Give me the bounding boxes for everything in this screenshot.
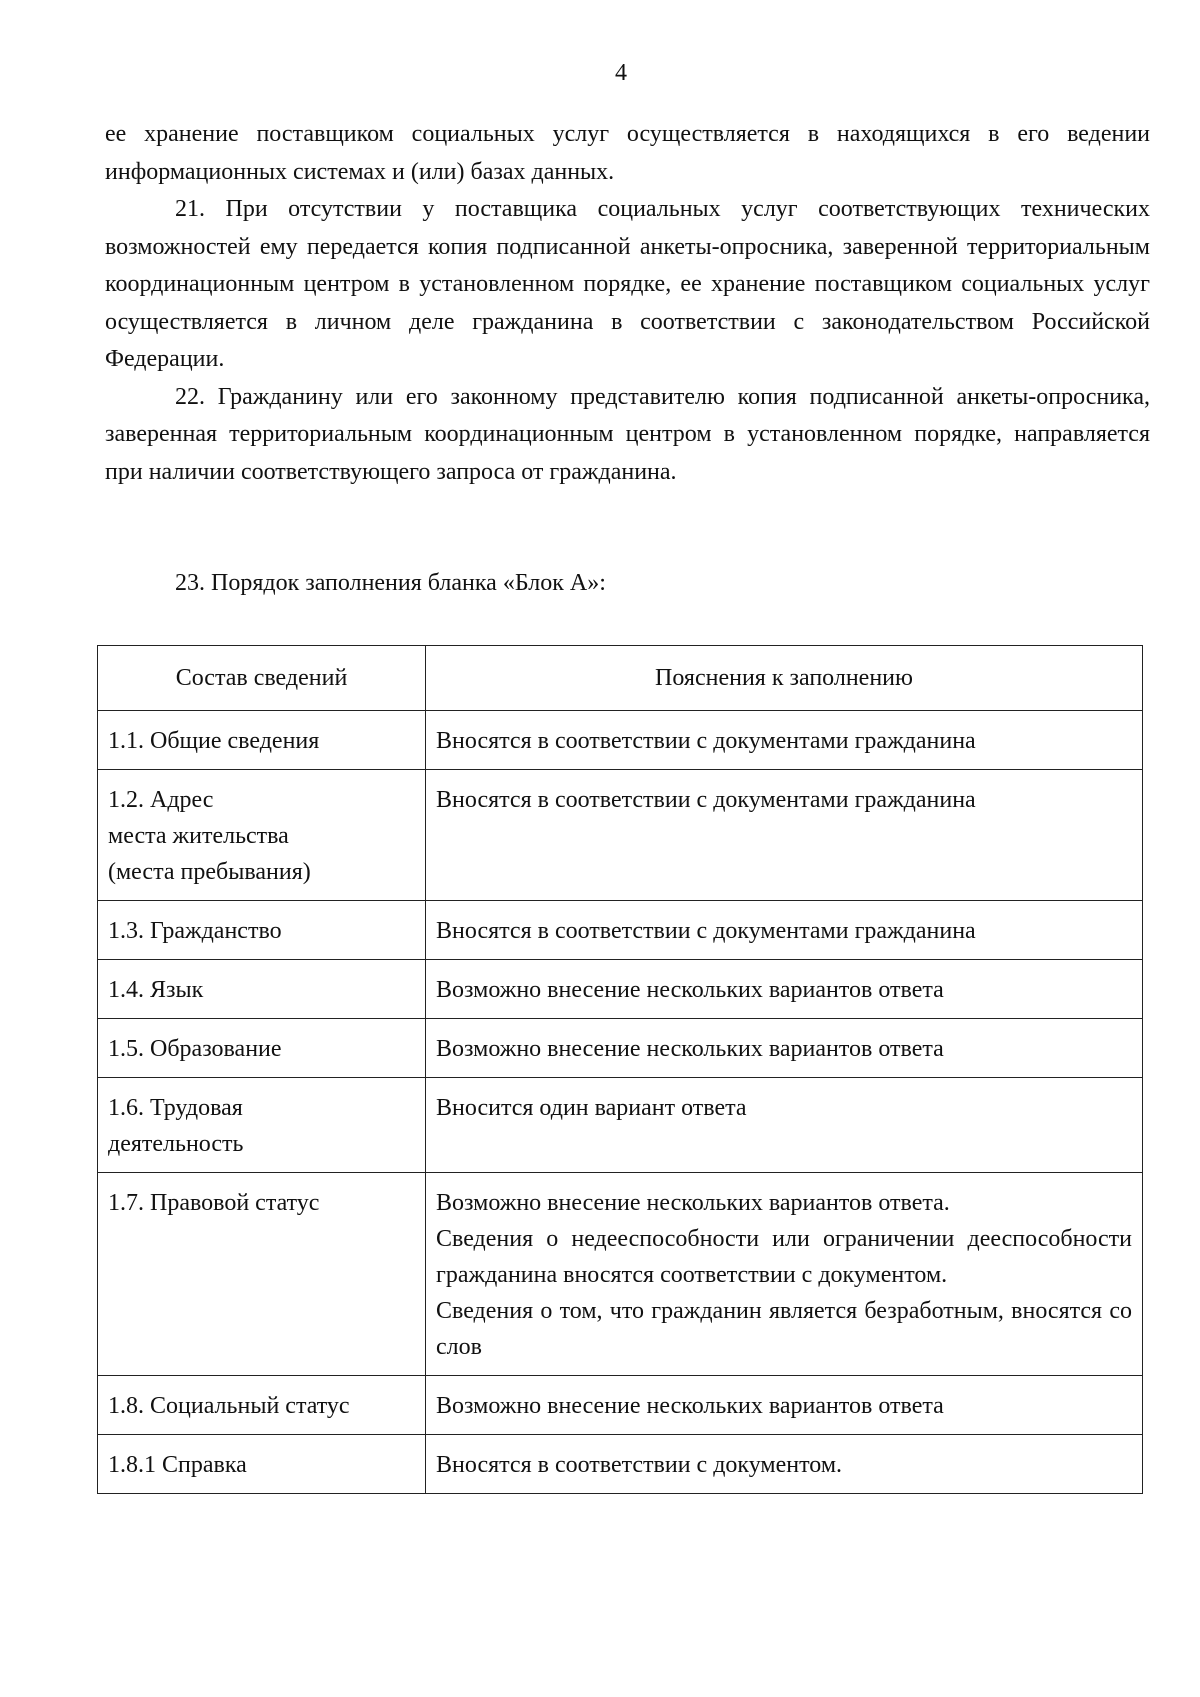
- page-number: 4: [615, 60, 627, 86]
- table-row: [98, 1019, 1143, 1078]
- body-text: [105, 116, 1150, 491]
- row-note: Возможно внесение нескольких вариантов ответа: [426, 960, 1143, 1019]
- row-item-line: деятельность: [108, 1131, 244, 1157]
- table-header-row: [98, 646, 1143, 711]
- paragraph-20-continuation: ее хранение поставщиком социальных услуг осуществляется в находящихся в его ведении информационных системах и (или) базах данных.: [105, 121, 1150, 185]
- table-row: [98, 1078, 1143, 1173]
- row-item: [98, 1078, 426, 1173]
- row-note-line: Сведения о том, что гражданин является безработным, вносятся со слов: [436, 1298, 1132, 1360]
- table-row: [98, 960, 1143, 1019]
- row-note: Возможно внесение нескольких вариантов ответа: [426, 1019, 1143, 1078]
- table-row: [98, 1376, 1143, 1435]
- table-row: [98, 770, 1143, 901]
- row-note: Вносятся в соответствии с документами гражданина: [426, 901, 1143, 960]
- row-item-line: 1.6. Трудовая: [108, 1095, 243, 1121]
- paragraph-21: 21. При отсутствии у поставщика социальных услуг соответствующих технических возможностей ему передается копия подписанной анкеты-опросника, заверенной территориальным координационным центром в установленном порядке, ее хранение поставщиком социальных услуг осуществляется в личном деле гражданина в соответствии с законодательством Российской Федерации.: [105, 196, 1150, 372]
- row-item: 1.8. Социальный статус: [98, 1376, 426, 1435]
- row-item-line: [108, 818, 415, 854]
- table-row: [98, 901, 1143, 960]
- row-note: Возможно внесение нескольких вариантов ответа: [426, 1376, 1143, 1435]
- row-item: [98, 770, 426, 901]
- row-note-line: Сведения о недееспособности или ограничении дееспособности гражданина вносятся соответствии с документом.: [436, 1226, 1132, 1288]
- row-note: Вносятся в соответствии с документом.: [426, 1435, 1143, 1494]
- row-item-word: места: [108, 823, 167, 849]
- row-item: 1.1. Общие сведения: [98, 711, 426, 770]
- row-item: 1.5. Образование: [98, 1019, 426, 1078]
- table-row: [98, 1435, 1143, 1494]
- row-item: 1.8.1 Справка: [98, 1435, 426, 1494]
- row-note: Вносятся в соответствии с документами гражданина: [426, 711, 1143, 770]
- table-row: [98, 711, 1143, 770]
- header-explanations: Пояснения к заполнению: [426, 646, 1143, 711]
- table-row: [98, 1173, 1143, 1376]
- row-item-line: (места пребывания): [108, 859, 311, 885]
- row-note: Вносится один вариант ответа: [426, 1078, 1143, 1173]
- block-a-table: [97, 645, 1143, 1494]
- section-heading-23: 23. Порядок заполнения бланка «Блок А»:: [175, 570, 606, 596]
- row-item-line: 1.2. Адрес: [108, 787, 214, 813]
- row-item: 1.3. Гражданство: [98, 901, 426, 960]
- paragraph-22: 22. Гражданину или его законному представителю копия подписанной анкеты-опросника, заверенная территориальным координационным центром в установленном порядке, направляется при наличии соответствующего запроса от гражданина.: [105, 383, 1150, 485]
- row-item: 1.4. Язык: [98, 960, 426, 1019]
- header-composition: Состав сведений: [98, 646, 426, 711]
- row-item: 1.7. Правовой статус: [98, 1173, 426, 1376]
- row-note-line: Возможно внесение нескольких вариантов ответа.: [436, 1190, 950, 1216]
- row-note: [426, 1173, 1143, 1376]
- row-item-word: жительства: [172, 823, 289, 849]
- row-note: Вносятся в соответствии с документами гражданина: [426, 770, 1143, 901]
